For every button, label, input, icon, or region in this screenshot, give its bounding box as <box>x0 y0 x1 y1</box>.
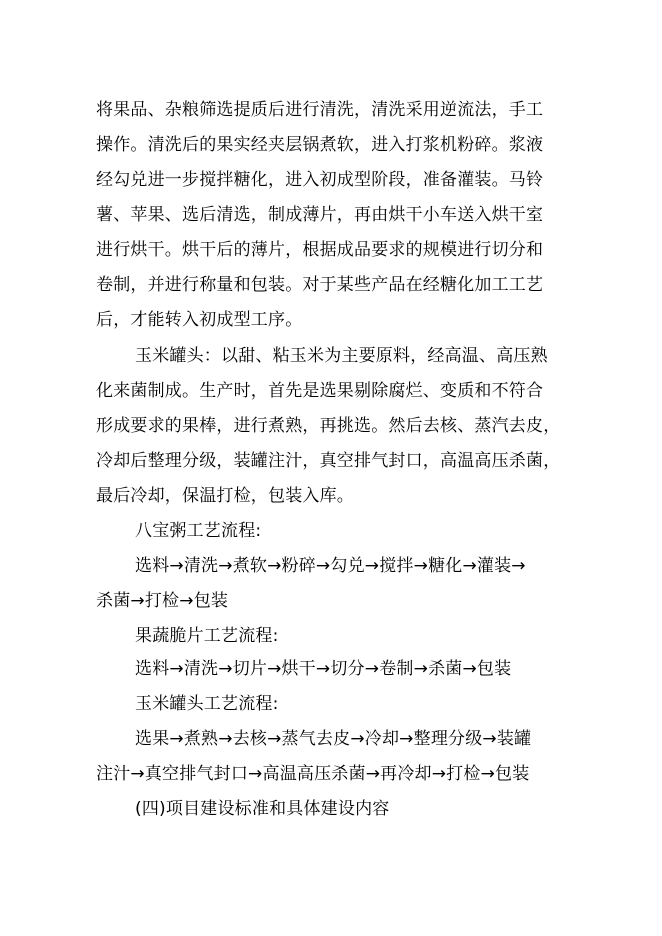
section-title: (四)项目建设标准和具体建设内容 <box>135 799 390 819</box>
paragraph-1-line-6: 卷制，并进行称量和包装。对于某些产品在经糖化加工工艺 <box>96 275 544 295</box>
corn-heading: 玉米罐头工艺流程: <box>135 694 279 714</box>
corn-flow-line-1: 选果→煮熟→去核→蒸气去皮→冷却→整理分级→装罐 <box>135 729 532 749</box>
paragraph-1-line-3: 经勾兑进一步搅拌糖化，进入初成型阶段，准备灌装。马铃 <box>96 170 544 190</box>
guoshu-heading: 果蔬脆片工艺流程: <box>135 626 279 646</box>
babao-flow-line-1: 选料→清洗→煮软→粉碎→勾兑→搅拌→糖化→灌装→ <box>135 556 526 576</box>
paragraph-1-line-7: 后，才能转入初成型工序。 <box>96 310 303 330</box>
paragraph-1-line-5: 进行烘干。烘干后的薄片，根据成品要求的规模进行切分和 <box>96 240 544 260</box>
paragraph-2-line-2: 化来菌制成。生产时，首先是选果剔除腐烂、变质和不符合 <box>96 381 544 401</box>
corn-flow-line-2: 注汁→真空排气封口→高温高压杀菌→再冷却→打检→包装 <box>96 764 530 784</box>
paragraph-1-line-2: 操作。清洗后的果实经夹层锅煮软，进入打浆机粉碎。浆液 <box>96 135 544 155</box>
babao-flow-line-2: 杀菌→打检→包装 <box>96 591 229 611</box>
paragraph-2-line-5: 最后冷却，保温打检，包装入库。 <box>96 486 354 506</box>
paragraph-1-line-4: 薯、苹果、选后清选，制成薄片，再由烘干小车送入烘干室 <box>96 205 544 225</box>
paragraph-2-line-3: 形成要求的果棒，进行煮熟，再挑选。然后去核、蒸汽去皮， <box>96 416 561 436</box>
paragraph-2-line-1: 玉米罐头：以甜、粘玉米为主要原料，经高温、高压熟 <box>135 346 548 366</box>
paragraph-1-line-1: 将果品、杂粮筛选提质后进行清洗，清洗采用逆流法，手工 <box>96 100 544 120</box>
guoshu-flow: 选料→清洗→切片→烘干→切分→卷制→杀菌→包装 <box>135 659 512 679</box>
babao-heading: 八宝粥工艺流程: <box>135 521 262 541</box>
paragraph-2-line-4: 冷却后整理分级，装罐注汁，真空排气封口，高温高压杀菌， <box>96 451 561 471</box>
